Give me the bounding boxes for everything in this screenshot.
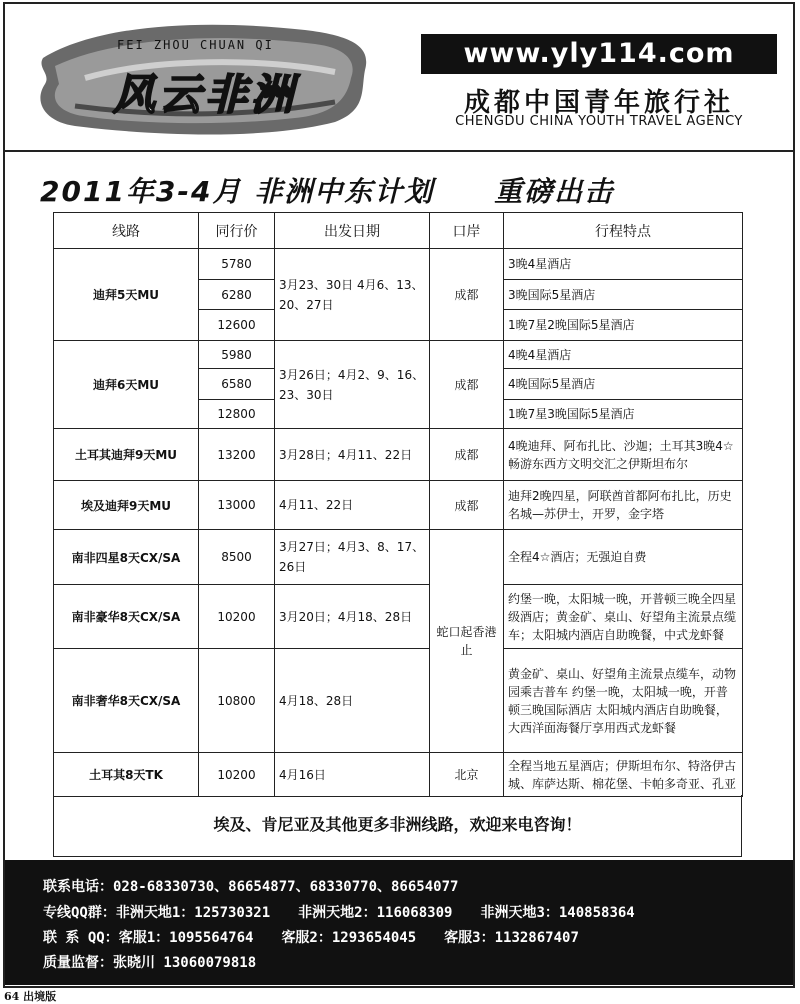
website-url[interactable]: www.yly114.com bbox=[421, 34, 777, 74]
header bbox=[5, 4, 793, 152]
features: 3晚4星酒店 bbox=[504, 249, 743, 280]
qq-service: 客服3：1132867407 bbox=[444, 930, 579, 946]
features: 全程当地五星酒店；伊斯坦布尔、特洛伊古城、库萨达斯、棉花堡、卡帕多奇亚、孔亚 bbox=[504, 753, 743, 797]
departure-port: 蛇口起香港止 bbox=[430, 530, 504, 753]
qq-group: 非洲天地3：140858364 bbox=[480, 905, 635, 921]
price: 13000 bbox=[199, 481, 275, 530]
price: 6580 bbox=[199, 369, 275, 400]
price: 5980 bbox=[199, 341, 275, 369]
features: 全程4☆酒店；无强迫自费 bbox=[504, 530, 743, 585]
departure-dates: 3月26日；4月2、9、16、23、30日 bbox=[275, 341, 430, 429]
features: 迪拜2晚四星，阿联酋首都阿布扎比，历史名城—苏伊士，开罗，金字塔 bbox=[504, 481, 743, 530]
departure-dates: 4月18、28日 bbox=[275, 649, 430, 753]
features: 4晚国际5星酒店 bbox=[504, 369, 743, 400]
features: 约堡一晚，太阳城一晚，开普顿三晚全四星级酒店；黄金矿、桌山、好望角主流景点缆车；太阳城内酒店自助晚餐，中式龙虾餐 bbox=[504, 585, 743, 649]
features: 1晚7星3晚国际5星酒店 bbox=[504, 400, 743, 429]
price: 10800 bbox=[199, 649, 275, 753]
agency-name-cn: 成都中国青年旅行社 bbox=[463, 88, 734, 118]
features: 4晚迪拜、阿布扎比、沙迦；土耳其3晚4☆ 畅游东西方文明交汇之伊斯坦布尔 bbox=[504, 429, 743, 481]
contact-phone: 联系电话：028-68330730、86654877、68330770、86654077 bbox=[43, 879, 459, 895]
departure-port: 成都 bbox=[430, 481, 504, 530]
main-title bbox=[40, 170, 760, 210]
price: 10200 bbox=[199, 585, 275, 649]
features: 3晚国际5星酒店 bbox=[504, 280, 743, 310]
departure-port: 成都 bbox=[430, 341, 504, 429]
table-row bbox=[54, 249, 743, 280]
qq-service: 客服1：1095564764 bbox=[118, 930, 254, 946]
price: 13200 bbox=[199, 429, 275, 481]
inquiry-note: 埃及、肯尼亚及其他更多非洲线路，欢迎来电咨询！ bbox=[53, 795, 742, 857]
header-features: 行程特点 bbox=[504, 213, 743, 249]
features: 4晚4星酒店 bbox=[504, 341, 743, 369]
price: 5780 bbox=[199, 249, 275, 280]
price: 12600 bbox=[199, 310, 275, 341]
table-row bbox=[54, 753, 743, 797]
table-header-row bbox=[54, 213, 743, 249]
departure-port: 成都 bbox=[430, 429, 504, 481]
route-name: 南非奢华8天CX/SA bbox=[54, 649, 199, 753]
routes-table bbox=[53, 212, 743, 797]
table-row bbox=[54, 481, 743, 530]
logo bbox=[35, 18, 375, 138]
table-row bbox=[54, 530, 743, 585]
qq-groups-label: 专线QQ群： bbox=[43, 905, 116, 921]
price: 10200 bbox=[199, 753, 275, 797]
header-date: 出发日期 bbox=[275, 213, 430, 249]
header-route: 线路 bbox=[54, 213, 199, 249]
route-name: 迪拜5天MU bbox=[54, 249, 199, 341]
logo-pinyin: FEI ZHOU CHUAN QI bbox=[117, 38, 274, 52]
header-price: 同行价 bbox=[199, 213, 275, 249]
departure-port: 北京 bbox=[430, 753, 504, 797]
departure-dates: 3月27日；4月3、8、17、26日 bbox=[275, 530, 430, 585]
qq-service: 客服2：1293654045 bbox=[281, 930, 417, 946]
contact-panel bbox=[5, 860, 793, 985]
route-name: 埃及迪拜9天MU bbox=[54, 481, 199, 530]
price: 12800 bbox=[199, 400, 275, 429]
plan-title: 2011年3-4月 非洲中东计划 bbox=[40, 175, 435, 208]
price: 6280 bbox=[199, 280, 275, 310]
qq-groups bbox=[43, 902, 663, 922]
logo-title: 风云非洲 bbox=[113, 70, 298, 119]
header-port: 口岸 bbox=[430, 213, 504, 249]
qq-group: 非洲天地2：116068309 bbox=[298, 905, 453, 921]
qq-contacts bbox=[43, 927, 607, 947]
departure-dates: 3月20日；4月18、28日 bbox=[275, 585, 430, 649]
qq-group: 非洲天地1：125730321 bbox=[115, 905, 271, 921]
departure-dates: 4月11、22日 bbox=[275, 481, 430, 530]
route-name: 土耳其迪拜9天MU bbox=[54, 429, 199, 481]
route-name: 南非豪华8天CX/SA bbox=[54, 585, 199, 649]
agency-name-en: CHENGDU CHINA YOUTH TRAVEL AGENCY bbox=[455, 114, 743, 129]
slogan: 重磅出击 bbox=[494, 175, 615, 208]
table-row bbox=[54, 585, 743, 649]
table-row bbox=[54, 429, 743, 481]
quality-supervision: 质量监督：张晓川 13060079818 bbox=[43, 955, 257, 971]
departure-dates: 4月16日 bbox=[275, 753, 430, 797]
table-row bbox=[54, 341, 743, 369]
features: 1晚7星2晚国际5星酒店 bbox=[504, 310, 743, 341]
price: 8500 bbox=[199, 530, 275, 585]
page-number: 64 出境版 bbox=[4, 990, 57, 1003]
route-name: 南非四星8天CX/SA bbox=[54, 530, 199, 585]
departure-dates: 3月28日；4月11、22日 bbox=[275, 429, 430, 481]
route-name: 迪拜6天MU bbox=[54, 341, 199, 429]
features: 黄金矿、桌山、好望角主流景点缆车，动物园乘吉普车 约堡一晚，太阳城一晚，开普顿三晚国际酒店 太阳城内酒店自助晚餐，大西洋面海餐厅享用西式龙虾餐 bbox=[504, 649, 743, 753]
table-row bbox=[54, 649, 743, 753]
departure-port: 成都 bbox=[430, 249, 504, 341]
qq-label: 联 系 QQ： bbox=[43, 930, 119, 946]
route-name: 土耳其8天TK bbox=[54, 753, 199, 797]
departure-dates: 3月23、30日 4月6、13、20、27日 bbox=[275, 249, 430, 341]
